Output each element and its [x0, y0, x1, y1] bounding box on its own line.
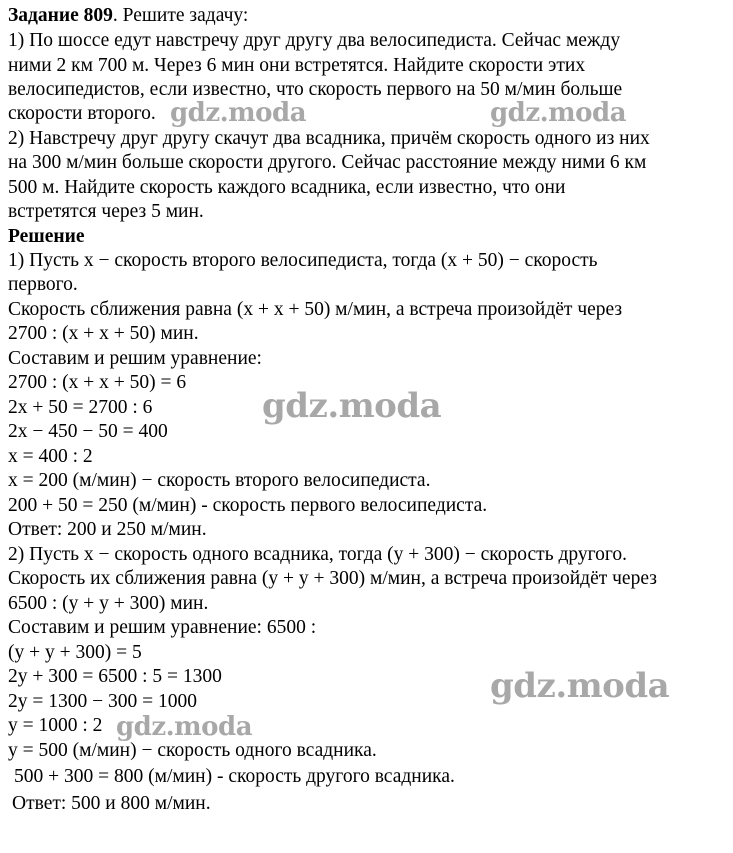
- watermark: gdz.moda: [490, 98, 627, 128]
- task-title: Задание 809: [8, 5, 113, 26]
- task-line: ними 2 км 700 м. Через 6 мин они встретятся. Найдите скорости этих: [8, 55, 586, 76]
- solution-line: 2) Пусть x − скорость одного всадника, тогда (y + 300) − скорость другого.: [8, 544, 628, 565]
- watermark: gdz.moda: [116, 712, 253, 742]
- watermark: gdz.moda: [170, 98, 307, 128]
- solution-line: 2y + 300 = 6500 : 5 = 1300: [8, 666, 222, 687]
- task-line: 500 м. Найдите скорость каждого всадника, если известно, что они: [8, 177, 566, 198]
- solution-line: 2x + 50 = 2700 : 6: [8, 397, 153, 418]
- solution-line: x = 200 (м/мин) − скорость второго велосипедиста.: [8, 470, 431, 491]
- solution-line: 2700 : (x + x + 50) = 6: [8, 372, 187, 393]
- task-line: скорости второго.: [8, 103, 156, 124]
- solution-line: y = 500 (м/мин) − скорость одного всадника.: [8, 740, 377, 761]
- solution-line: 200 + 50 = 250 (м/мин) - скорость первого велосипедиста.: [8, 495, 488, 516]
- solution-line: 500 + 300 = 800 (м/мин) - скорость другого всадника.: [14, 766, 455, 787]
- task-line: 2) Навстречу друг другу скачут два всадника, причём скорость одного из них: [8, 128, 650, 149]
- solution-line: 2x − 450 − 50 = 400: [8, 421, 168, 442]
- solution-line: Составим и решим уравнение:: [8, 348, 262, 369]
- answer-line: Ответ: 500 и 800 м/мин.: [12, 793, 211, 814]
- task-title-line: [8, 4, 248, 28]
- solution-heading: Решение: [8, 226, 85, 247]
- task-line: встретятся через 5 мин.: [8, 201, 204, 222]
- task-line: 1) По шоссе едут навстречу друг другу два велосипедиста. Сейчас между: [8, 30, 621, 51]
- task-title-suffix: . Решите задачу:: [112, 5, 249, 26]
- watermark: gdz.moda: [490, 666, 670, 706]
- solution-line: (y + y + 300) = 5: [8, 642, 142, 663]
- task-line: велосипедистов, если известно, что скорость первого на 50 м/мин больше: [8, 79, 623, 100]
- solution-line: y = 1000 : 2: [8, 715, 103, 736]
- solution-line: Скорость сближения равна (x + x + 50) м/мин, а встреча произойдёт через: [8, 299, 623, 320]
- solution-line: Скорость их сближения равна (y + y + 300) м/мин, а встреча произойдёт через: [8, 568, 657, 589]
- solution-line: 2700 : (x + x + 50) мин.: [8, 323, 199, 344]
- watermark: gdz.moda: [262, 386, 442, 426]
- solution-line: Составим и решим уравнение: 6500 :: [8, 617, 317, 638]
- solution-line: x = 400 : 2: [8, 446, 93, 467]
- solution-line: 6500 : (y + y + 300) мин.: [8, 593, 209, 614]
- solution-line: 2y = 1300 − 300 = 1000: [8, 691, 197, 712]
- task-line: на 300 м/мин больше скорости другого. Сейчас расстояние между ними 6 км: [8, 152, 647, 173]
- answer-line: Ответ: 200 и 250 м/мин.: [8, 519, 207, 540]
- solution-line: первого.: [8, 274, 78, 295]
- solution-line: 1) Пусть x − скорость второго велосипедиста, тогда (x + 50) − скорость: [8, 250, 598, 271]
